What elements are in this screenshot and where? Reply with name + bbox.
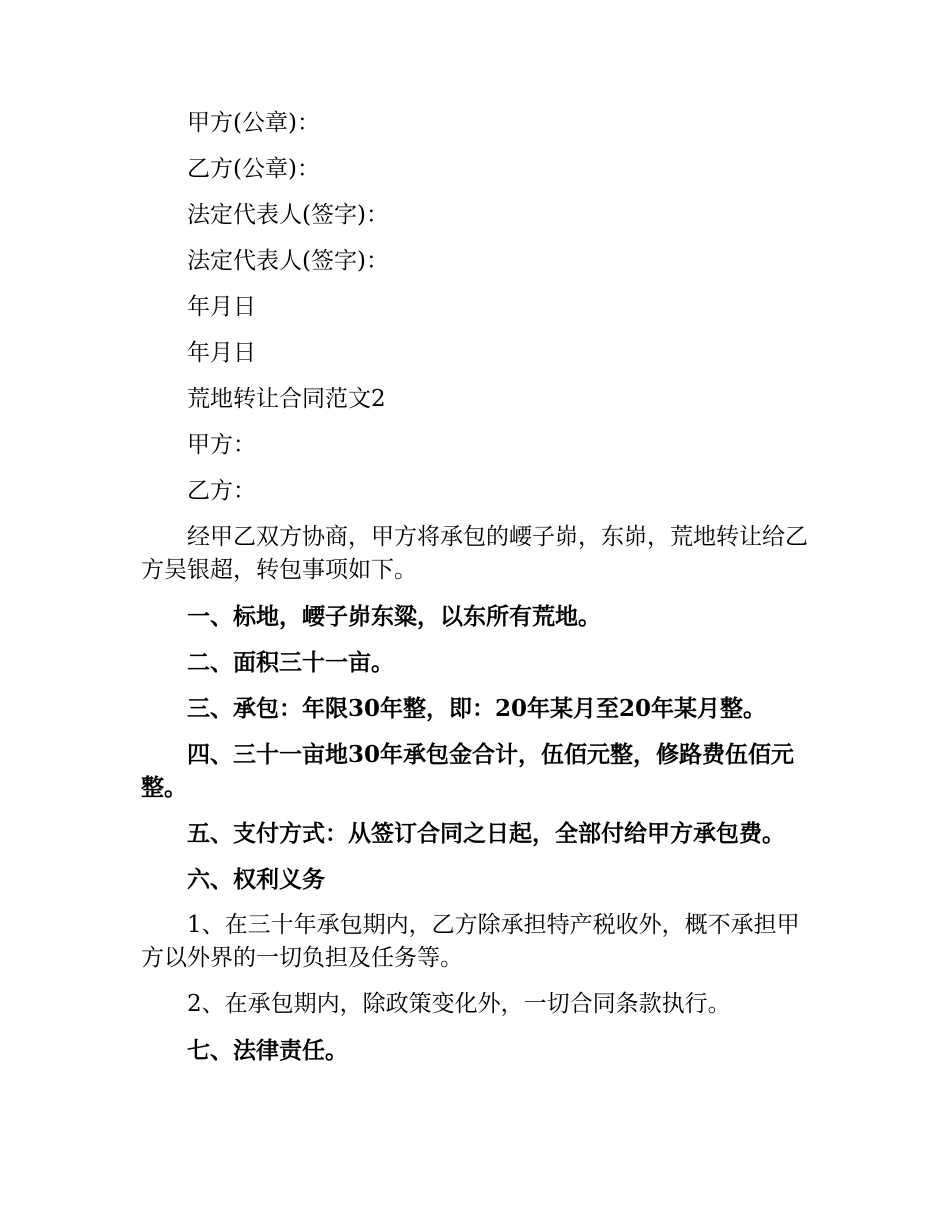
- legal-representative-signature-line: 法定代表人(签字)：: [187, 202, 389, 228]
- clause-area-heading: 二、面积三十一亩。: [187, 649, 394, 676]
- legal-representative-signature-line: 法定代表人(签字)：: [187, 248, 389, 274]
- paragraph-spacer: [141, 587, 821, 600]
- date-line: 年月日: [187, 340, 256, 366]
- paragraph-spacer: [141, 232, 821, 245]
- clause-payment-heading: 五、支付方式：从签订合同之日起，全部付给甲方承包费。: [187, 820, 785, 847]
- paragraph-spacer: [141, 896, 821, 909]
- paragraph-spacer: [141, 850, 821, 863]
- contract-preamble: 经甲乙双方协商，甲方将承包的崾子峁，东峁，荒地转让给乙方吴银超，转包事项如下。: [141, 524, 808, 583]
- clause-term-heading: 三、承包：年限30年整，即：20年某月至20年某月整。: [187, 695, 767, 722]
- paragraph-spacer: [141, 370, 821, 383]
- document-body: [141, 107, 821, 1067]
- rights-item-2: 2、在承包期内，除政策变化外，一切合同条款执行。: [187, 991, 731, 1017]
- paragraph-spacer: [141, 804, 821, 817]
- paragraph-spacer: [141, 186, 821, 199]
- party-a-seal-line: 甲方(公章)：: [187, 110, 320, 136]
- paragraph-spacer: [141, 508, 821, 521]
- paragraph-spacer: [141, 140, 821, 153]
- party-a-line: 甲方：: [187, 432, 256, 458]
- paragraph-spacer: [141, 324, 821, 337]
- paragraph-spacer: [141, 416, 821, 429]
- paragraph-spacer: [141, 278, 821, 291]
- paragraph-spacer: [141, 679, 821, 692]
- contract-title: 荒地转让合同范文2: [187, 386, 386, 412]
- paragraph-spacer: [141, 633, 821, 646]
- party-b-seal-line: 乙方(公章)：: [187, 156, 320, 182]
- paragraph-spacer: [141, 462, 821, 475]
- paragraph-spacer: [141, 725, 821, 738]
- clause-fee-heading: 四、三十一亩地30年承包金合计，伍佰元整，修路费伍佰元整。: [141, 741, 795, 801]
- rights-item-1: 1、在三十年承包期内，乙方除承担特产税收外，概不承担甲方以外界的一切负担及任务等。: [141, 912, 800, 971]
- paragraph-spacer: [141, 1021, 821, 1034]
- clause-rights-heading: 六、权利义务: [187, 866, 325, 893]
- party-b-line: 乙方：: [187, 478, 256, 504]
- date-line: 年月日: [187, 294, 256, 320]
- clause-land-heading: 一、标地，崾子峁东粱，以东所有荒地。: [187, 603, 601, 630]
- clause-liability-heading: 七、法律责任。: [187, 1037, 348, 1064]
- paragraph-spacer: [141, 975, 821, 988]
